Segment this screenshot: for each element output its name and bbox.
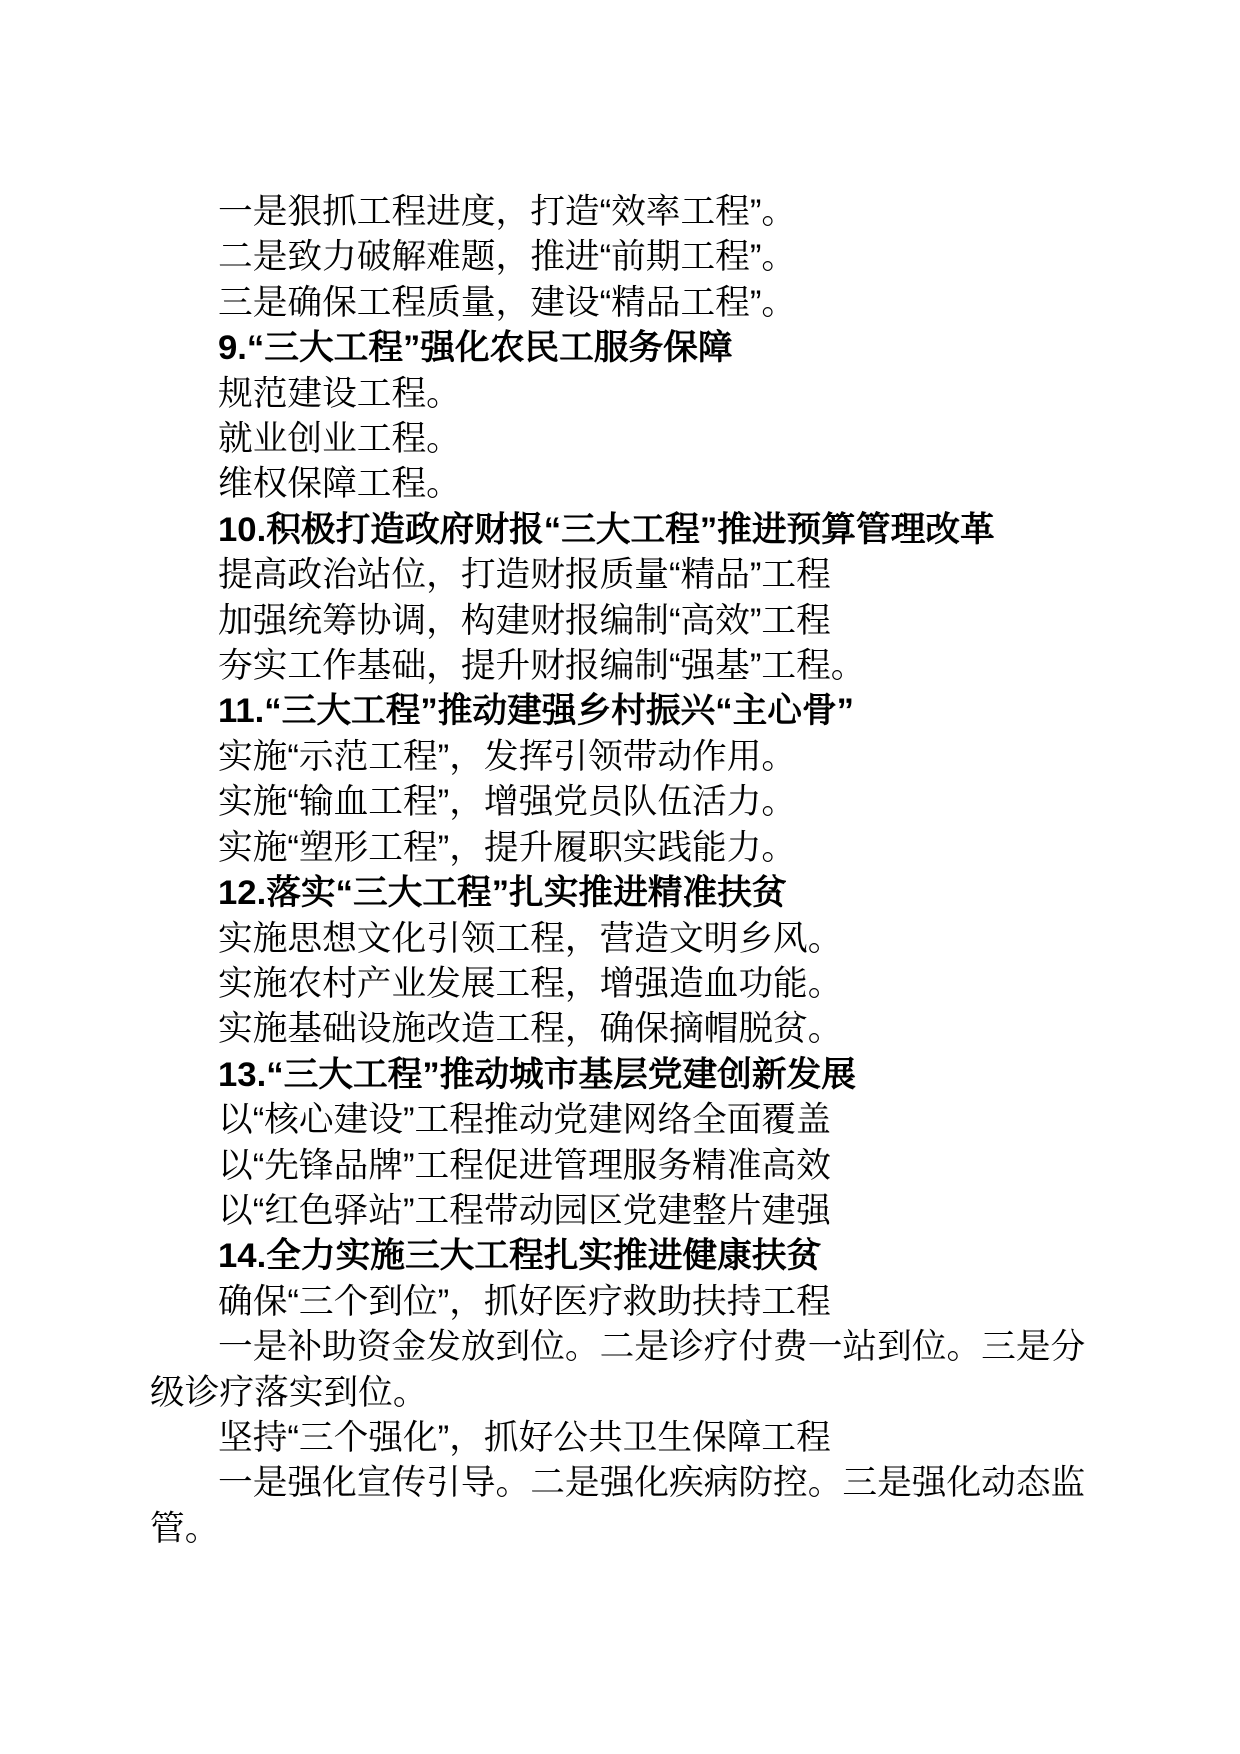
paragraph: 以“红色驿站”工程带动园区党建整片建强 <box>218 1191 831 1230</box>
paragraph: 实施农村产业发展工程，增强造血功能。 <box>218 964 843 1003</box>
paragraph: 规范建设工程。 <box>218 374 461 413</box>
section-heading: 12.落实“三大工程”扎实推进精准扶贫 <box>218 874 787 913</box>
paragraph: 实施基础设施改造工程，确保摘帽脱贫。 <box>218 1010 843 1049</box>
section-heading: 13.“三大工程”推动城市基层党建创新发展 <box>218 1055 856 1094</box>
paragraph: 以“先锋品牌”工程促进管理服务精准高效 <box>218 1146 831 1185</box>
paragraph: 就业创业工程。 <box>218 420 461 459</box>
paragraph: 加强统筹协调，构建财报编制“高效”工程 <box>218 601 831 640</box>
paragraph: 坚持“三个强化”，抓好公共卫生保障工程 <box>218 1418 831 1457</box>
section-heading: 11.“三大工程”推动建强乡村振兴“主心骨” <box>218 692 854 731</box>
paragraph: 夯实工作基础，提升财报编制“强基”工程。 <box>218 647 866 686</box>
document-body <box>150 190 1090 1552</box>
paragraph: 三是确保工程质量，建设“精品工程”。 <box>218 283 797 322</box>
paragraph: 维权保障工程。 <box>218 465 461 504</box>
section-heading: 10.积极打造政府财报“三大工程”推进预算管理改革 <box>218 510 995 549</box>
paragraph: 实施思想文化引领工程，营造文明乡风。 <box>218 919 843 958</box>
paragraph: 一是狠抓工程进度，打造“效率工程”。 <box>218 193 797 231</box>
paragraph: 提高政治站位，打造财报质量“精品”工程 <box>218 556 831 595</box>
paragraph: 一是补助资金发放到位。二是诊疗付费一站到位。三是分级诊疗落实到位。 <box>150 1328 1086 1412</box>
paragraph: 实施“示范工程”，发挥引领带动作用。 <box>218 737 797 776</box>
paragraph: 二是致力破解难题，推进“前期工程”。 <box>218 238 797 277</box>
paragraph: 实施“输血工程”，增强党员队伍活力。 <box>218 783 797 822</box>
section-heading: 9.“三大工程”强化农民工服务保障 <box>218 329 733 368</box>
section-heading: 14.全力实施三大工程扎实推进健康扶贫 <box>218 1237 822 1276</box>
paragraph: 一是强化宣传引导。二是强化疾病防控。三是强化动态监管。 <box>150 1464 1086 1548</box>
paragraph: 实施“塑形工程”，提升履职实践能力。 <box>218 828 797 867</box>
paragraph: 确保“三个到位”，抓好医疗救助扶持工程 <box>218 1282 831 1321</box>
paragraph: 以“核心建设”工程推动党建网络全面覆盖 <box>218 1101 831 1140</box>
